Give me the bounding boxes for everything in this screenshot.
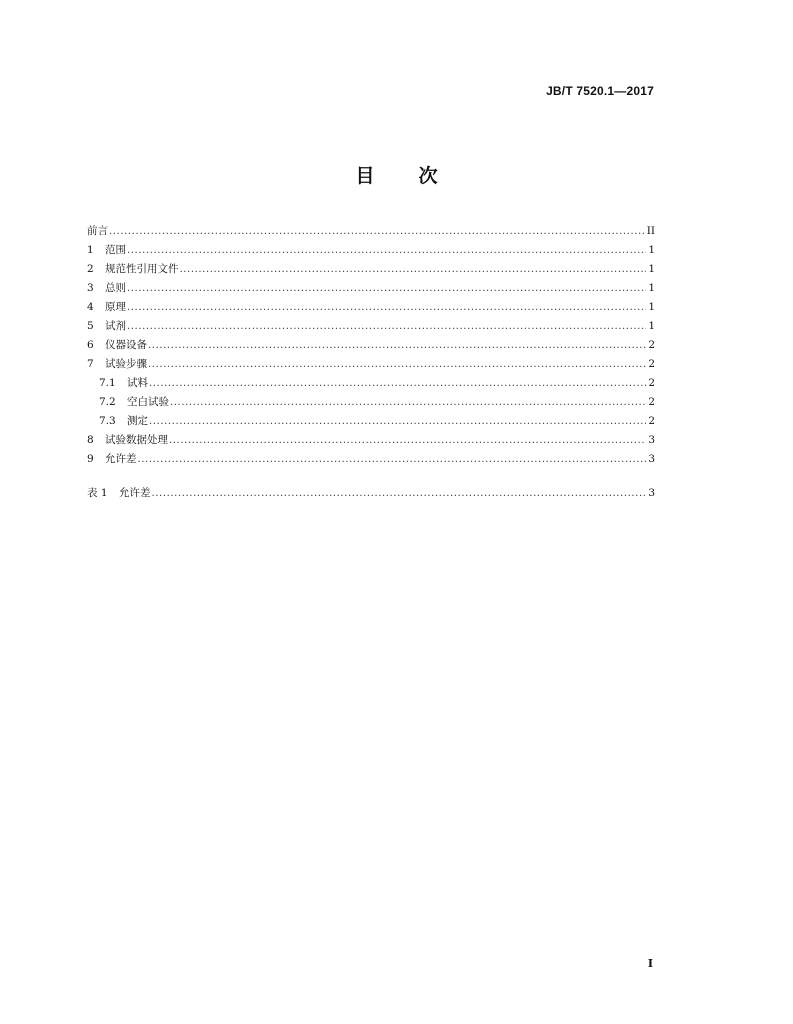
toc-entry-number: 8 [87, 434, 94, 446]
toc-entry-number: 5 [87, 320, 94, 332]
dot-leader [149, 374, 646, 393]
dot-leader [138, 450, 647, 469]
dot-leader [170, 393, 646, 412]
toc-entry-label: 允许差 [105, 453, 137, 465]
toc-entry-number: 2 [87, 263, 94, 275]
table-of-contents [87, 222, 655, 503]
toc-entry-number: 9 [87, 453, 94, 465]
dot-leader [152, 484, 647, 503]
toc-entry-apparatus[interactable] [87, 336, 655, 355]
dot-leader [148, 355, 646, 374]
toc-entry-principle[interactable] [87, 298, 655, 317]
toc-entry-label: 试验步骤 [105, 358, 147, 370]
toc-entry-label: 试剂 [105, 320, 126, 332]
toc-entry-determination[interactable] [87, 412, 655, 431]
dot-leader [127, 279, 646, 298]
toc-entry-page: 1 [648, 301, 655, 313]
dot-leader [169, 431, 646, 450]
dot-leader [149, 412, 646, 431]
toc-entry-blank-test[interactable] [87, 393, 655, 412]
toc-entry-label: 前言 [87, 225, 108, 237]
toc-entry-page: 2 [648, 358, 655, 370]
toc-entry-label: 允许差 [119, 487, 151, 499]
toc-entry-test-procedure[interactable] [87, 355, 655, 374]
toc-entry-label: 总则 [105, 282, 126, 294]
toc-title-left: 目 [355, 165, 375, 187]
toc-table-entry[interactable] [87, 484, 655, 503]
toc-entry-number: 1 [87, 244, 94, 256]
dot-leader [127, 298, 646, 317]
toc-entry-general[interactable] [87, 279, 655, 298]
toc-entry-page: 2 [648, 377, 655, 389]
toc-entry-label: 空白试验 [127, 396, 169, 408]
toc-entry-scope[interactable] [87, 241, 655, 260]
toc-entry-label: 规范性引用文件 [105, 263, 179, 275]
dot-leader [127, 317, 646, 336]
toc-entry-page: 1 [648, 320, 655, 332]
toc-entry-test-portion[interactable] [87, 374, 655, 393]
toc-entry-label: 试料 [127, 377, 148, 389]
toc-entry-data-processing[interactable] [87, 431, 655, 450]
dot-leader [127, 241, 646, 260]
toc-entry-label: 测定 [127, 415, 148, 427]
toc-entry-page: 1 [648, 263, 655, 275]
toc-entry-page: 2 [648, 396, 655, 408]
page-number: I [647, 957, 653, 970]
toc-entry-tolerance[interactable] [87, 450, 655, 469]
toc-entry-page: 1 [648, 244, 655, 256]
toc-entry-reagents[interactable] [87, 317, 655, 336]
toc-entry-foreword[interactable] [87, 222, 655, 241]
toc-entry-page: 2 [648, 339, 655, 351]
toc-entry-page: 2 [648, 415, 655, 427]
toc-title [0, 161, 793, 188]
toc-entry-number: 6 [87, 339, 94, 351]
toc-entry-label: 范围 [105, 244, 126, 256]
toc-entry-normative-references[interactable] [87, 260, 655, 279]
toc-entry-page: 3 [648, 453, 655, 465]
dot-leader [180, 260, 647, 279]
toc-entry-page: 3 [648, 434, 655, 446]
toc-entry-page: II [646, 225, 655, 237]
toc-entry-label: 原理 [105, 301, 126, 313]
dot-leader [109, 222, 646, 241]
toc-entry-label: 仪器设备 [105, 339, 147, 351]
toc-entry-number: 7.2 [99, 396, 116, 408]
toc-entry-number: 3 [87, 282, 94, 294]
toc-entry-number: 7.3 [99, 415, 116, 427]
toc-entry-number: 7 [87, 358, 94, 370]
toc-entry-page: 3 [648, 487, 655, 499]
toc-entry-number: 7.1 [99, 377, 116, 389]
toc-title-right: 次 [418, 165, 438, 187]
dot-leader [148, 336, 646, 355]
toc-entry-page: 1 [648, 282, 655, 294]
document-code: JB/T 7520.1—2017 [546, 84, 654, 98]
toc-entry-label: 试验数据处理 [105, 434, 168, 446]
toc-entry-number: 表 1 [87, 487, 108, 499]
toc-entry-number: 4 [87, 301, 94, 313]
